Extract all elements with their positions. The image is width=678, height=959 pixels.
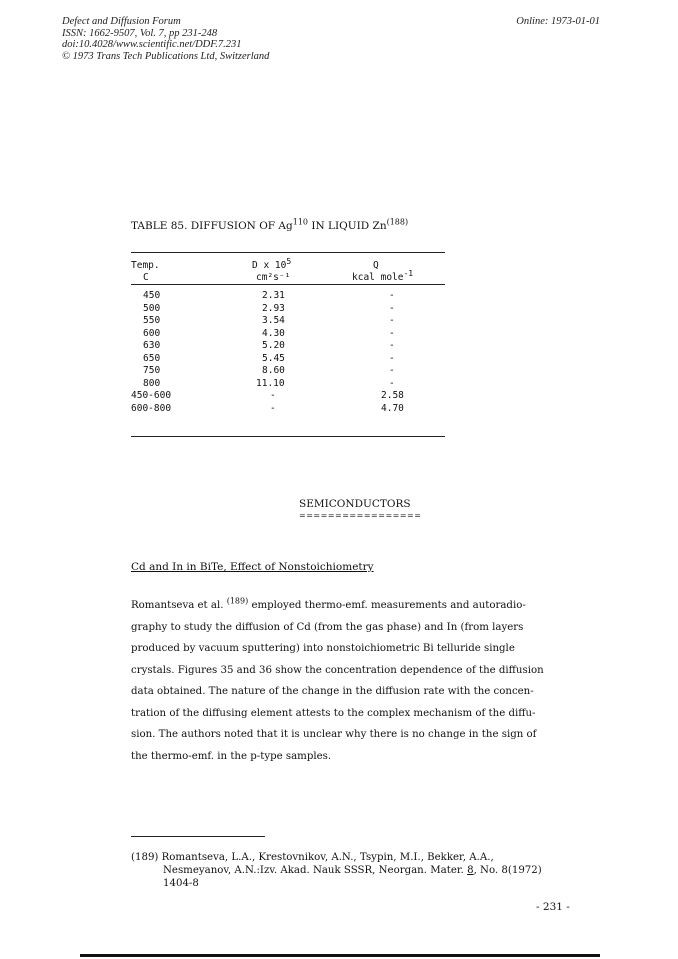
journal-issn: ISSN: 1662-9507, Vol. 7, pp 231-248 [62,27,218,39]
body-line: the thermo-emf. in the p-type samples. [131,750,332,762]
subsection-title: Cd and In in BiTe, Effect of Nonstoichiometry [131,561,374,573]
cell-q: - [389,302,395,314]
cell-temp: 600-800 [131,402,172,414]
table-header-rule [131,284,445,285]
cell-q: 4.70 [381,402,404,414]
body-line: data obtained. The nature of the change in the diffusion rate with the concen- [131,686,534,697]
cell-d: 5.20 [262,340,285,351]
online-date: Online: 1973-01-01 [516,16,600,27]
cell-q: - [389,315,395,326]
body-line: Romantseva et al. $^{(189)}$ employed thermo-emf. measurements and autoradio- [131,596,526,611]
cell-d: 3.54 [262,315,285,326]
body-line: crystals. Figures 35 and 36 show the concentration dependence of the diffusion [131,664,544,676]
cell-q: - [389,340,395,351]
cell-d: 11.10 [256,377,285,389]
cell-temp: 650 [143,352,161,364]
table-caption: TABLE 85. DIFFUSION OF Ag$^{110}$ IN LIQUID Zn$^{(188)}$ [131,217,409,232]
footnote-line: (189) Romantseva, L.A., Krestovnikov, A.N., Tsypin, M.I., Bekker, A.A., [131,852,494,863]
journal-doi: doi:10.4028/www.scientific.net/DDF.7.231 [62,39,242,50]
footnote-line: Nesmeyanov, A.N.:Izv. Akad. Nauk SSSR, Neorgan. Mater. 8, No. 8(1972) [163,865,542,876]
cell-temp: 800 [143,377,161,389]
cell-temp: 450-600 [131,390,172,401]
cell-temp: 630 [143,340,161,351]
col-temp-unit: C [143,272,149,283]
footnote-line: 1404-8 [163,878,199,889]
page-number: - 231 - [536,901,570,913]
cell-q: 2.58 [381,390,404,401]
body-paragraph [131,595,581,767]
body-line: produced by vacuum sputtering) into nonstoichiometric Bi telluride single [131,643,515,654]
cell-temp: 750 [143,365,161,376]
footnote-rule [131,836,265,837]
cell-d: 2.31 [262,290,285,301]
col-q-header: Q [373,260,379,271]
col-d-unit: cm²s⁻¹ [256,272,291,283]
cell-d: - [270,402,276,414]
cell-q: - [389,352,395,364]
table-bottom-rule [131,436,445,437]
col-q-unit: kcal mole$^{-1}$ [352,268,414,283]
cell-d: 8.60 [262,365,285,376]
cell-q: - [389,327,395,339]
cell-q: - [389,290,395,301]
cell-d: - [270,390,276,401]
body-line: sion. The authors noted that it is unclear why there is no change in the sign of [131,729,537,740]
cell-d: 5.45 [262,352,285,364]
cell-d: 4.30 [262,327,285,339]
bottom-rule [80,954,600,957]
cell-q: - [389,365,395,376]
body-line: tration of the diffusing element attests to the complex mechanism of the diffu- [131,707,536,719]
cell-temp: 450 [143,290,161,301]
section-title: SEMICONDUCTORS [299,498,411,510]
journal-name: Defect and Diffusion Forum [62,16,181,27]
footnote [131,851,542,890]
journal-header [62,16,269,62]
cell-temp: 550 [143,315,161,326]
col-temp-header: Temp. [131,260,160,271]
col-d-header: D x $10^5$ [252,256,292,271]
table-top-rule [131,252,445,253]
section-underline: ================= [299,511,422,520]
journal-copyright: © 1973 Trans Tech Publications Ltd, Switzerland [62,50,270,62]
cell-q: - [389,377,395,389]
cell-temp: 600 [143,327,161,339]
cell-d: 2.93 [262,302,285,314]
body-line: graphy to study the diffusion of Cd (from the gas phase) and In (from layers [131,621,524,633]
cell-temp: 500 [143,302,161,314]
